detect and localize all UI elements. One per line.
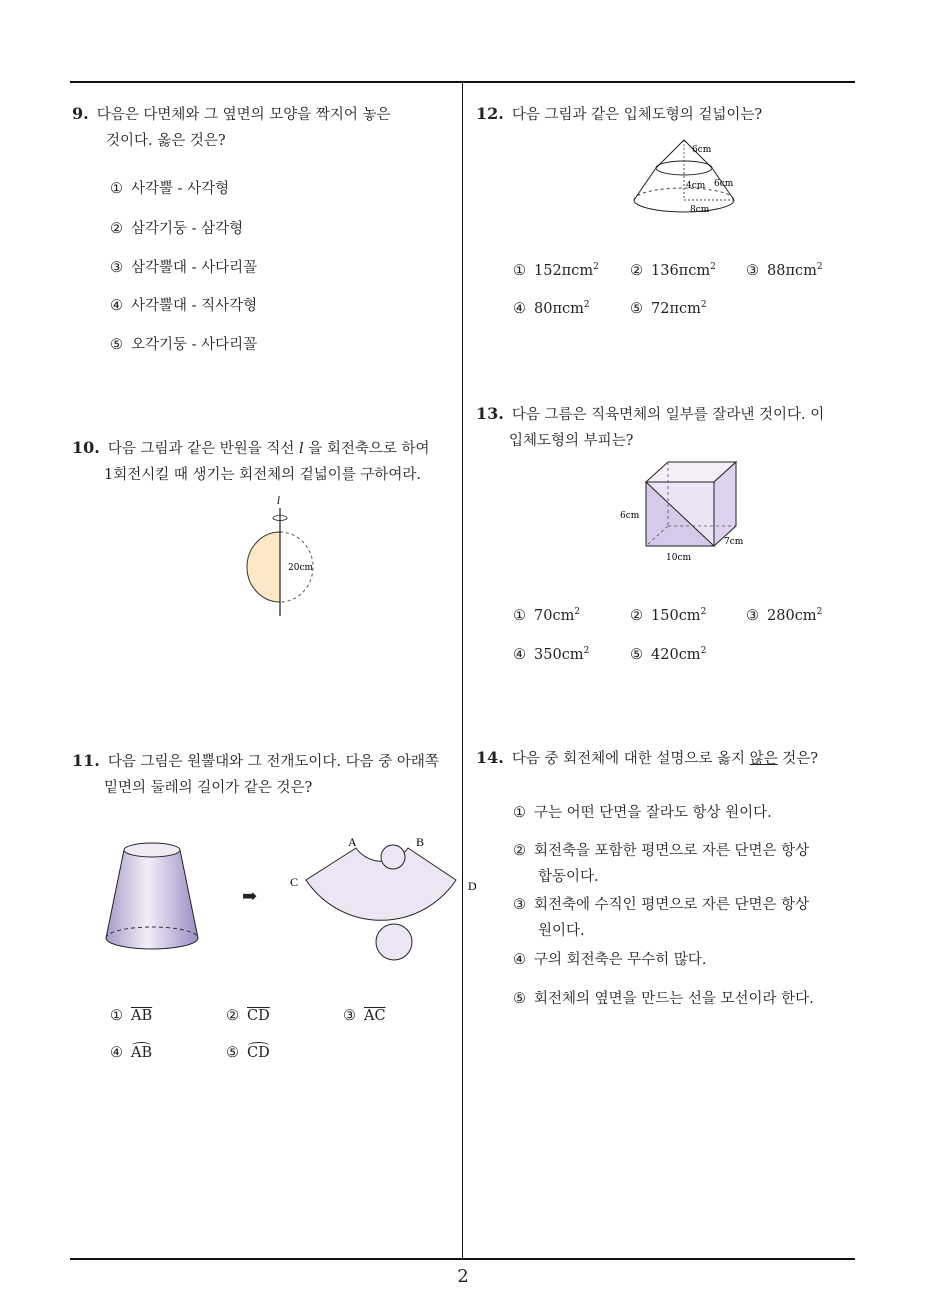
question-text: 것이다. 옳은 것은? xyxy=(106,133,226,149)
option-5[interactable]: ⑤ 72πcm$^2$ xyxy=(630,300,707,317)
question-12: 12. 다음 그림과 같은 입체도형의 겉넓이는? xyxy=(476,104,763,123)
option-5[interactable]: ⑤ 회전체의 옆면을 만드는 선을 모선이라 한다. xyxy=(513,991,814,1007)
axis-label: l xyxy=(277,496,281,507)
diameter-label: 20cm xyxy=(288,563,314,573)
question-number: 10. xyxy=(72,438,100,457)
height-label: 4cm xyxy=(686,181,706,191)
option-3[interactable]: ③ $280cm^2$ xyxy=(746,607,823,624)
option-1[interactable]: ① 구는 어떤 단면을 잘라도 항상 원이다. xyxy=(513,805,772,821)
question-number: 13. xyxy=(476,404,504,423)
side-label: 6cm xyxy=(714,179,734,189)
question-number: 12. xyxy=(476,104,504,123)
option-1[interactable]: ① $70cm^2$ xyxy=(513,607,581,624)
question-number: 11. xyxy=(72,751,100,770)
question-13: 13. 다음 그름은 직육면체의 일부를 잘라낸 것이다. 이 입체도형의 부피는? xyxy=(476,404,825,449)
question-number: 14. xyxy=(476,748,504,767)
option-2[interactable]: ② 삼각기둥 - 삼각형 xyxy=(110,221,244,237)
option-1[interactable]: ① $\overline{AB}$ xyxy=(110,1008,153,1024)
label-a: A xyxy=(348,835,357,849)
option-3[interactable]: ③ 회전축에 수직인 평면으로 자른 단면은 항상 원이다. xyxy=(513,897,810,939)
label-c: C xyxy=(290,875,299,889)
question-9 xyxy=(72,101,452,154)
option-3[interactable]: ③ $\overline{AC}$ xyxy=(343,1008,386,1024)
option-3[interactable]: ③ 삼각뿔대 - 사다리꼴 xyxy=(110,260,258,276)
cuboid-figure xyxy=(618,456,750,566)
option-5[interactable]: ⑤ CD xyxy=(226,1045,270,1061)
question-11: 11. 다음 그림은 원뿔대와 그 전개도이다. 다음 중 아래쪽 밑면의 둘레의 길이가 같은 것은? xyxy=(72,751,439,796)
option-4[interactable]: ④ 80πcm$^2$ xyxy=(513,300,590,317)
cone-frustum-figure xyxy=(626,138,744,222)
radius-label: 8cm xyxy=(690,205,710,215)
width-label: 10cm xyxy=(666,553,692,563)
column-divider xyxy=(462,82,463,1259)
depth-label: 7cm xyxy=(724,537,744,547)
option-4[interactable]: ④ AB xyxy=(110,1045,153,1061)
page-number: 2 xyxy=(457,1266,469,1287)
option-2[interactable]: ② $\overline{CD}$ xyxy=(226,1008,270,1024)
bottom-rule xyxy=(70,1258,855,1260)
question-14: 14. 다음 중 회전체에 대한 설명으로 옳지 않은 것은? xyxy=(476,748,819,767)
option-2[interactable]: ② 136πcm$^2$ xyxy=(630,262,716,279)
slant-label: 6cm xyxy=(692,145,712,155)
option-4[interactable]: ④ 구의 회전축은 무수히 많다. xyxy=(513,952,707,968)
net-figure xyxy=(286,832,486,992)
semicircle-figure xyxy=(232,494,332,620)
option-1[interactable]: ① 152πcm$^2$ xyxy=(513,262,599,279)
arrow-icon: ➡ xyxy=(242,886,258,907)
option-4[interactable]: ④ $350cm^2$ xyxy=(513,646,590,663)
option-5[interactable]: ⑤ $420cm^2$ xyxy=(630,646,707,663)
option-2[interactable]: ② 회전축을 포함한 평면으로 자른 단면은 항상 합동이다. xyxy=(513,843,810,885)
option-4[interactable]: ④ 사각뿔대 - 직사각형 xyxy=(110,298,258,314)
question-10: 10. 다음 그림과 같은 반원을 직선 l 을 회전축으로 하여 1회전시킬 때 생기는 회전체의 겉넓이를 구하여라. xyxy=(72,438,430,483)
question-number: 9. xyxy=(72,104,89,123)
label-d: D xyxy=(468,879,477,893)
option-5[interactable]: ⑤ 오각기둥 - 사다리꼴 xyxy=(110,337,258,353)
height-label: 6cm xyxy=(620,511,640,521)
question-text: 다음은 다면체와 그 옆면의 모양을 짝지어 놓은 xyxy=(96,107,391,123)
label-b: B xyxy=(416,835,425,849)
option-1[interactable]: ① 사각뿔 - 사각형 xyxy=(110,181,230,197)
frustum-figure xyxy=(100,838,206,960)
option-3[interactable]: ③ 88πcm$^2$ xyxy=(746,262,823,279)
option-2[interactable]: ② $150cm^2$ xyxy=(630,607,707,624)
